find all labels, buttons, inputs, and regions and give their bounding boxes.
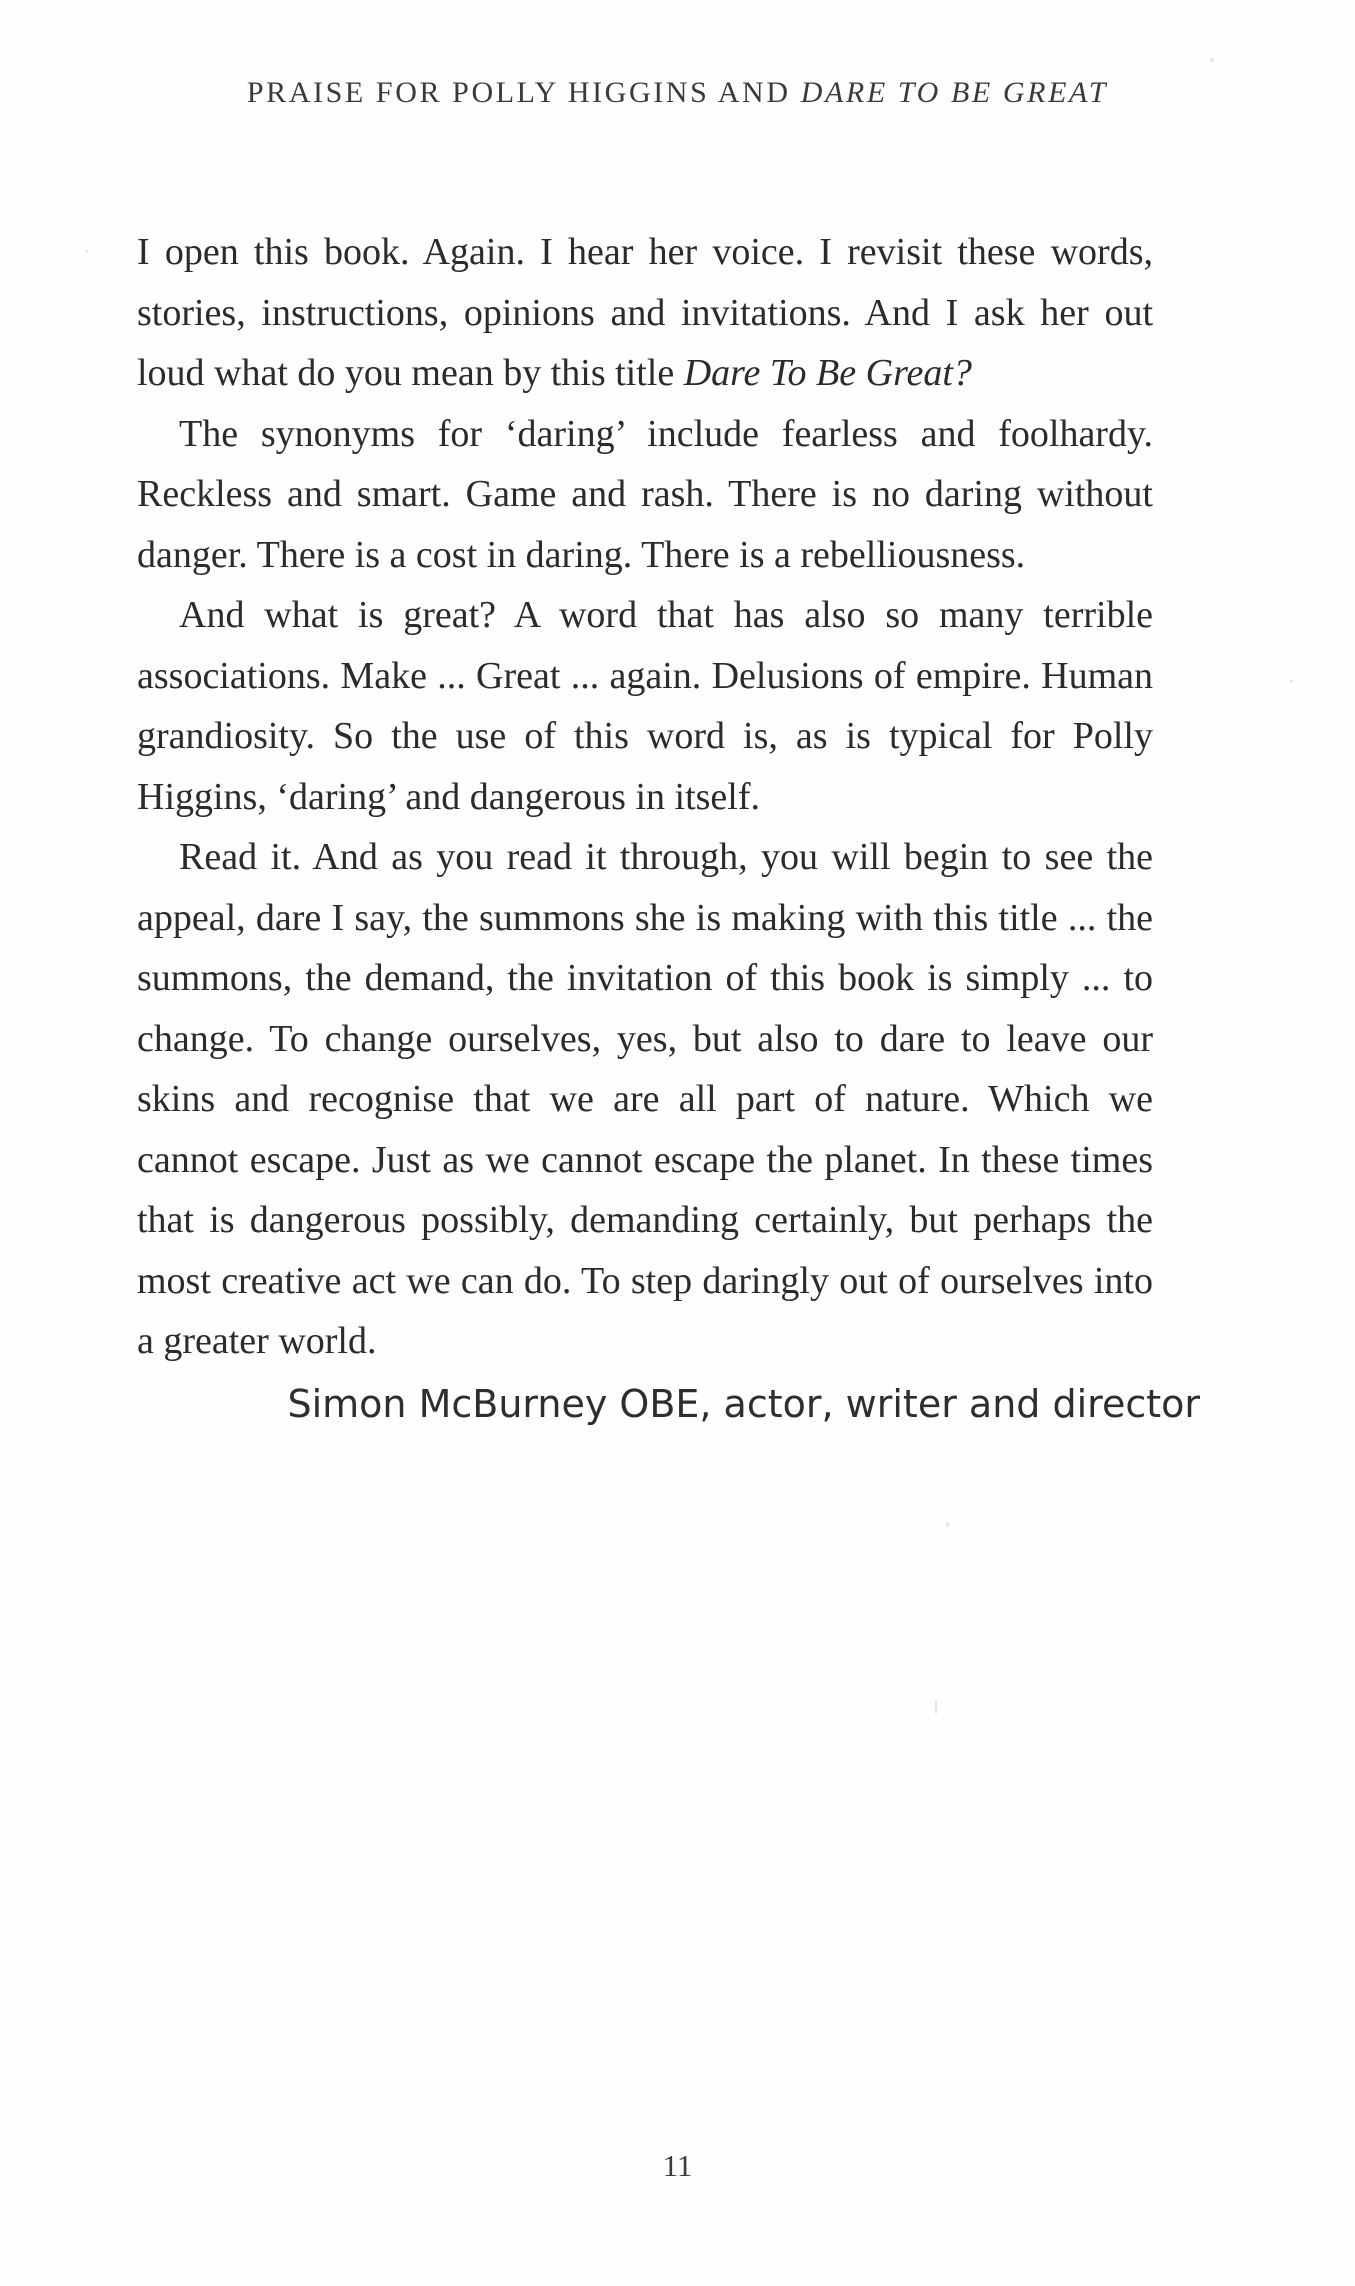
book-title-inline: Dare To Be Great? [683,352,972,394]
scan-speck [1290,680,1293,683]
running-head-text: PRAISE FOR POLLY HIGGINS AND [246,76,801,109]
paragraph-4: Read it. And as you read it through, you will begin to see the appeal, dare I say, the summons she is making with this title ... the summons, the demand, the invitation of this book is simply ... to change. To change ourselves, yes, but also to dare to leave our skins and recognise that we are all part of nature. Which we cannot escape. Just as we cannot escape the planet. In these times that is dangerous possibly, demanding certainly, but perhaps the most creative act we can do. To step daringly out of ourselves into a greater world. [137,836,1153,1362]
running-head [0,76,1355,110]
paragraph-3: And what is great? A word that has also so many terrible associations. Make ... Great ... again. Delusions of empire. Human grandiosity. So the use of this word is, as is typical for Polly Higgins, ‘daring’ and dangerous in itself. [137,594,1153,818]
scan-speck [935,1700,937,1714]
page-number: 11 [662,2148,693,2183]
running-head-book-title: DARE TO BE GREAT [800,76,1109,109]
scan-speck [946,1522,949,1527]
paragraph-1-text: I open this book. Again. I hear her voice. I revisit these words, stories, instructions, opinions and invitations. And I ask her out loud what do you mean by this title [137,231,1153,394]
testimonial-body [137,222,1153,1372]
attribution: Simon McBurney OBE, actor, writer and director [287,1382,1200,1426]
scan-speck [85,250,88,253]
paragraph-2: The synonyms for ‘daring’ include fearless and foolhardy. Reckless and smart. Game and rash. There is no daring without danger. There is a cost in daring. There is a rebelliousness. [137,412,1153,576]
scan-speck [1210,58,1214,62]
paragraph-1 [137,222,1153,404]
